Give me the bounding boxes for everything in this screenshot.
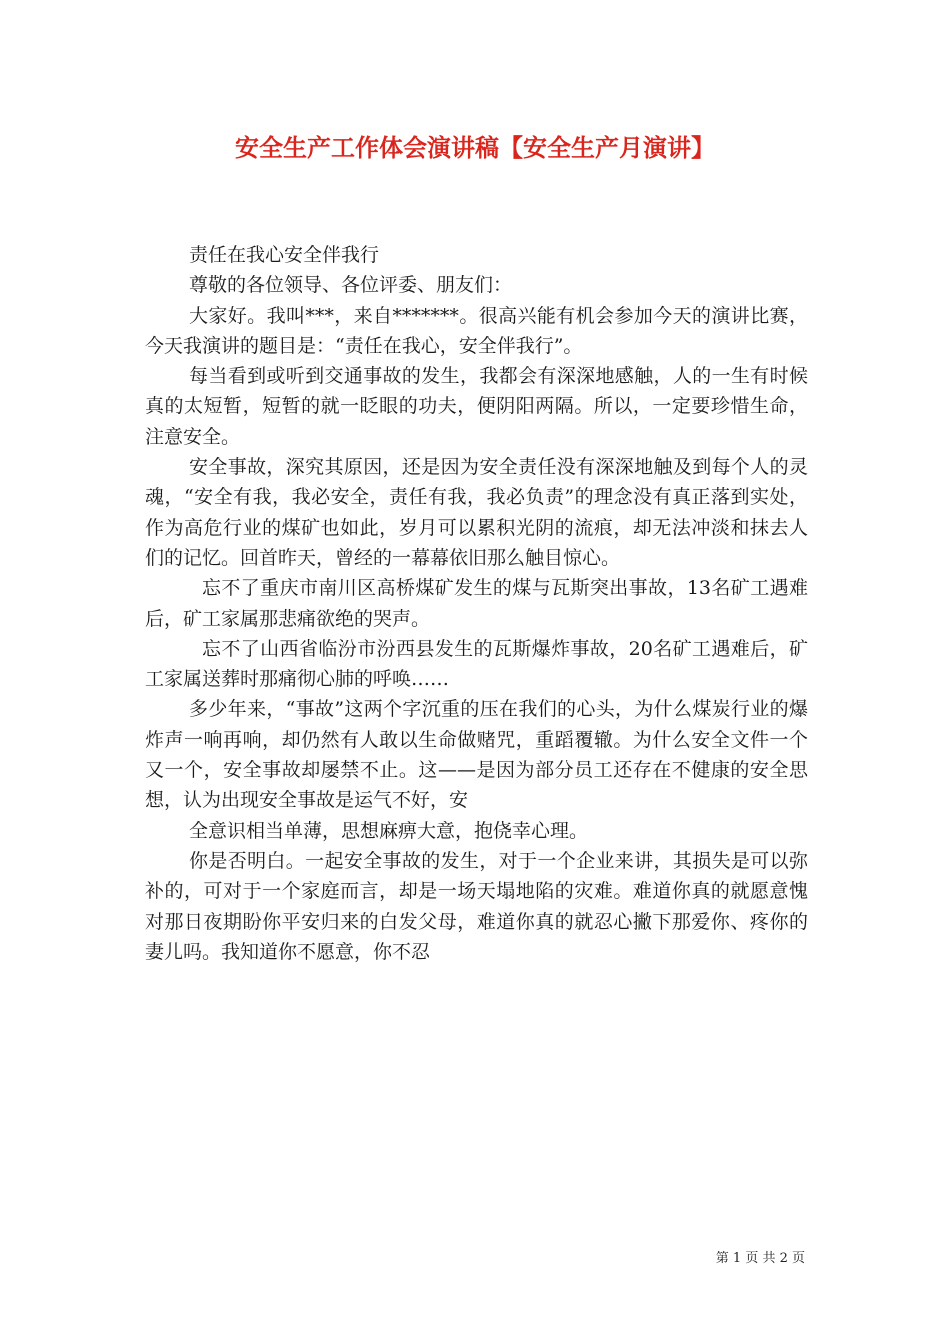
paragraph: 大家好。我叫***，来自*******。很高兴能有机会参加今天的演讲比赛，今天我演讲的题目是：“责任在我心，安全伴我行”。 [145, 304, 808, 357]
document-title: 安全生产工作体会演讲稿【安全生产月演讲】 [235, 133, 715, 162]
document-body [145, 240, 808, 967]
salutation: 尊敬的各位领导、各位评委、朋友们： [189, 274, 513, 297]
paragraph: 多少年来，“事故”这两个字沉重的压在我们的心头，为什么煤炭行业的爆炸声一响再响，却仍然有人敢以生命做赌咒，重蹈覆辙。为什么安全文件一个又一个，安全事故却屡禁不止。这——是因为部分员工还存在不健康的安全思想，认为出现安全事故是运气不好，安 [145, 698, 808, 812]
paragraph: 全意识相当单薄，思想麻痹大意，抱侥幸心理。 [189, 819, 589, 842]
paragraph: 你是否明白。一起安全事故的发生，对于一个企业来讲，其损失是可以弥补的，可对于一个家庭而言，却是一场天塌地陷的灾难。难道你真的就愿意愧对那日夜期盼你平安归来的白发父母，难道你真的就忍心撇下那爱你、疼你的妻儿吗。我知道你不愿意，你不忍 [145, 849, 808, 963]
speech-subtitle: 责任在我心安全伴我行 [189, 244, 380, 266]
paragraph: 忘不了山西省临汾市汾西县发生的瓦斯爆炸事故，20名矿工遇难后，矿工家属送葬时那痛彻心肺的呼唤…… [145, 637, 808, 691]
page-number: 第 1 页 共 2 页 [715, 1251, 805, 1266]
paragraph: 每当看到或听到交通事故的发生，我都会有深深地感触，人的一生有时候真的太短暂，短暂的就一眨眼的功夫，便阴阳两隔。所以，一定要珍惜生命，注意安全。 [145, 365, 808, 448]
paragraph: 安全事故，深究其原因，还是因为安全责任没有深深地触及到每个人的灵魂，“安全有我，我必安全，责任有我，我必负责”的理念没有真正落到实处，作为高危行业的煤矿也如此，岁月可以累积光阴的流痕，却无法冲淡和抹去人们的记忆。回首昨天，曾经的一幕幕依旧那么触目惊心。 [145, 456, 808, 569]
paragraph: 忘不了重庆市南川区高桥煤矿发生的煤与瓦斯突出事故，13名矿工遇难后，矿工家属那悲痛欲绝的哭声。 [145, 577, 808, 630]
